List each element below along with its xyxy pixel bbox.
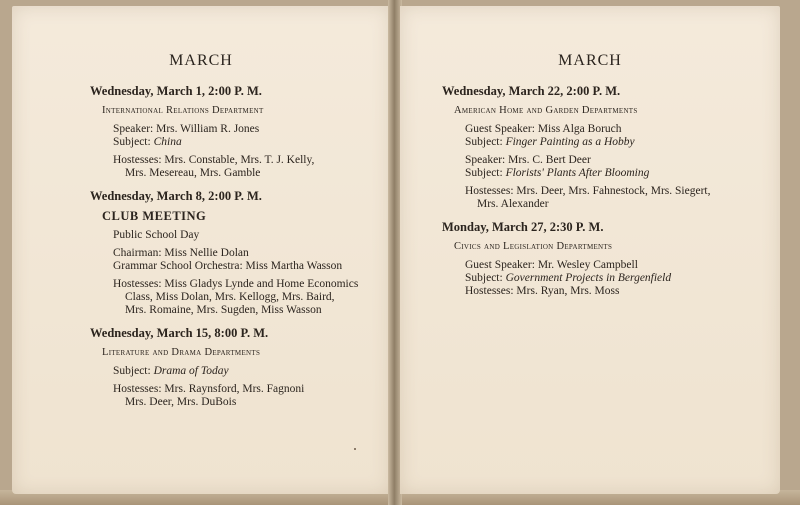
event-orchestra: Grammar School Orchestra: Miss Martha Wasson bbox=[113, 260, 343, 272]
right-page-content bbox=[442, 84, 742, 307]
event-date: Wednesday, March 1, 2:00 P. M. bbox=[90, 84, 262, 98]
event-march-1 bbox=[90, 84, 360, 180]
subject-title: Florists' Plants After Blooming bbox=[505, 167, 650, 179]
event-hostesses-cont: Mrs. Alexander bbox=[477, 198, 549, 210]
right-page bbox=[400, 6, 780, 494]
event-date: Wednesday, March 15, 8:00 P. M. bbox=[90, 326, 269, 340]
right-page-heading: MARCH bbox=[558, 52, 622, 69]
event-hostesses: Hostesses: Mrs. Deer, Mrs. Fahnestock, Mrs. Siegert, bbox=[465, 185, 711, 197]
event-march-27 bbox=[442, 220, 742, 298]
event-date: Wednesday, March 8, 2:00 P. M. bbox=[90, 189, 262, 203]
event-chairman: Chairman: Miss Nellie Dolan bbox=[113, 247, 249, 259]
subject-label: Subject: bbox=[465, 167, 506, 179]
event-subject bbox=[465, 272, 742, 285]
subject-label: Subject: bbox=[113, 136, 154, 148]
subject-label: Subject: bbox=[113, 365, 154, 377]
subject-title: Government Projects in Bergenfield bbox=[505, 272, 672, 284]
event-department: American Home and Garden Departments bbox=[454, 105, 638, 116]
subject-label: Subject: bbox=[465, 272, 506, 284]
event-hostesses-cont: Class, Miss Dolan, Mrs. Kellogg, Mrs. Baird, bbox=[125, 291, 335, 303]
event-guest-speaker: Guest Speaker: Miss Alga Boruch bbox=[465, 123, 622, 135]
subject-label: Subject: bbox=[465, 136, 506, 148]
paper-speck bbox=[354, 448, 356, 450]
event-march-8 bbox=[90, 189, 360, 317]
event-guest-speaker: Guest Speaker: Mr. Wesley Campbell bbox=[465, 259, 638, 271]
event-subject bbox=[113, 365, 360, 378]
left-page-heading: MARCH bbox=[169, 52, 233, 69]
event-theme: Public School Day bbox=[113, 229, 200, 241]
event-hostesses-cont: Mrs. Deer, Mrs. DuBois bbox=[125, 396, 237, 408]
event-hostesses: Hostesses: Mrs. Raynsford, Mrs. Fagnoni bbox=[113, 383, 305, 395]
event-hostesses-cont: Mrs. Romaine, Mrs. Sugden, Miss Wasson bbox=[125, 304, 322, 316]
event-speaker: Speaker: Mrs. William R. Jones bbox=[113, 123, 260, 135]
event-march-22 bbox=[442, 84, 742, 211]
event-hostesses-cont: Mrs. Mesereau, Mrs. Gamble bbox=[125, 167, 261, 179]
left-page-content bbox=[90, 84, 360, 418]
event-department: International Relations Department bbox=[102, 105, 264, 116]
event-date: Wednesday, March 22, 2:00 P. M. bbox=[442, 84, 621, 98]
subject-title: Finger Painting as a Hobby bbox=[505, 136, 635, 148]
event-hostesses: Hostesses: Mrs. Constable, Mrs. T. J. Kelly, bbox=[113, 154, 315, 166]
left-page bbox=[12, 6, 390, 494]
event-department: Literature and Drama Departments bbox=[102, 347, 261, 358]
event-hostesses: Hostesses: Miss Gladys Lynde and Home Economics bbox=[113, 278, 359, 290]
event-department: Civics and Legislation Departments bbox=[454, 241, 613, 252]
event-subject bbox=[465, 167, 742, 180]
event-march-15 bbox=[90, 326, 360, 409]
event-title: CLUB MEETING bbox=[102, 209, 207, 223]
event-subject bbox=[465, 136, 742, 149]
event-hostesses: Hostesses: Mrs. Ryan, Mrs. Moss bbox=[465, 285, 620, 297]
event-date: Monday, March 27, 2:30 P. M. bbox=[442, 220, 604, 234]
event-subject bbox=[113, 136, 360, 149]
event-speaker: Speaker: Mrs. C. Bert Deer bbox=[465, 154, 591, 166]
subject-title: Drama of Today bbox=[153, 365, 229, 377]
subject-title: China bbox=[153, 136, 182, 148]
